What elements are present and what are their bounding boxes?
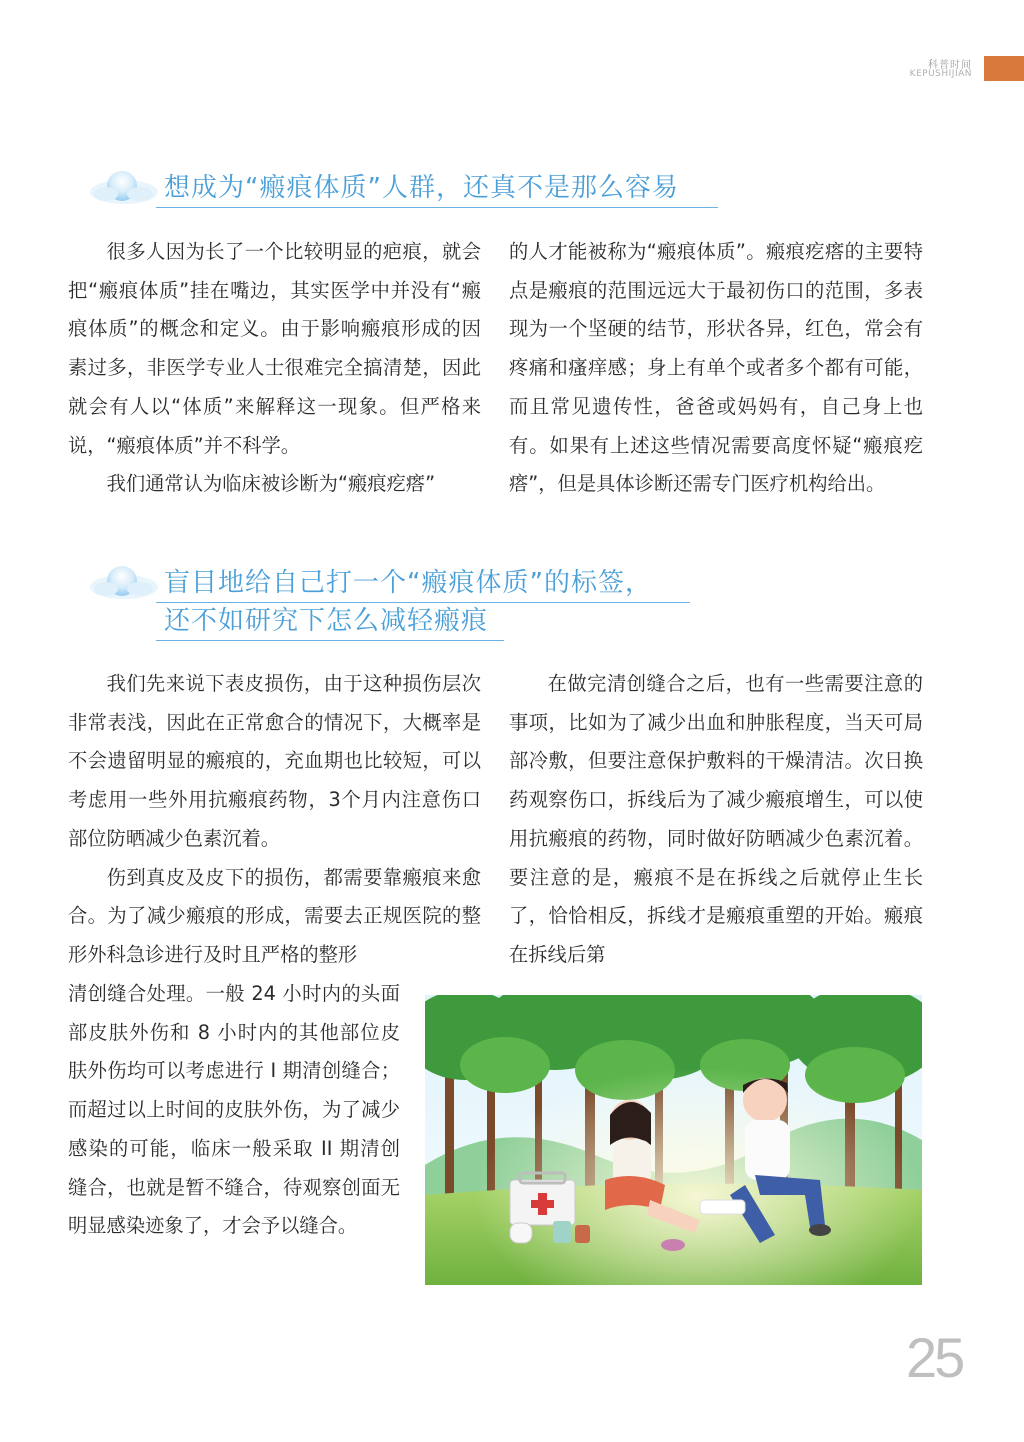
page-number: 25 xyxy=(906,1326,963,1389)
paragraph: 在做完清创缝合之后，也有一些需要注意的事项，比如为了减少出血和肿胀程度，当天可局部冷敷，但要注意保护敷料的干燥清洁。次日换药观察伤口，拆线后为了减少瘢痕增生，可以使用抗瘢痕的药物，同时做好防晒减少色素沉着。要注意的是，瘢痕不是在拆线之后就停止生长了，恰恰相反，拆线才是瘢痕重塑的开始。瘢痕在拆线后第 xyxy=(509,672,923,966)
paragraph: 很多人因为长了一个比较明显的疤痕，就会把“瘢痕体质”挂在嘴边，其实医学中并没有“瘢痕体质”的概念和定义。由于影响瘢痕形成的因素过多，非医学专业人士很难完全搞清楚，因此就会有人以“体质”来解释这一现象。但严格来说，“瘢痕体质”并不科学。 xyxy=(68,240,481,457)
paragraph: 我们先来说下表皮损伤，由于这种损伤层次非常表浅，因此在正常愈合的情况下，大概率是不会遗留明显的瘢痕的，充血期也比较短，可以考虑用一些外用抗瘢痕药物，3个月内注意伤口部位防晒减少色素沉着。 xyxy=(68,672,481,850)
section1-left-column xyxy=(68,233,481,504)
section-accent-bar xyxy=(984,56,1024,81)
section2-heading xyxy=(156,565,690,641)
cloud-icon xyxy=(88,563,160,603)
section2-heading-line2: 还不如研究下怎么减轻瘢痕 xyxy=(156,603,504,641)
section1-heading-text: 想成为“瘢痕体质”人群，还真不是那么容易 xyxy=(156,170,718,208)
first-aid-illustration xyxy=(425,995,922,1285)
section2-heading-line1: 盲目地给自己打一个“瘢痕体质”的标签， xyxy=(156,565,690,603)
section2-right-column xyxy=(509,665,923,975)
section2-left-column xyxy=(68,665,481,975)
paragraph: 我们通常认为临床被诊断为“瘢痕疙瘩” xyxy=(106,472,436,496)
cloud-icon xyxy=(88,168,160,208)
paragraph: 清创缝合处理。一般 24 小时内的头面部皮肤外伤和 8 小时内的其他部位皮肤外伤均可以考虑进行 I 期清创缝合；而超过以上时间的皮肤外伤，为了减少感染的可能，临床一般采取 II 期清创缝合，也就是暂不缝合，待观察创面无明显感染迹象了，才会予以缝合。 xyxy=(68,982,400,1238)
paragraph: 伤到真皮及皮下的损伤，都需要靠瘢痕来愈合。为了减少瘢痕的形成，需要去正规医院的整形外科急诊进行及时且严格的整形 xyxy=(68,865,481,966)
section2-left-wrap xyxy=(68,975,400,1246)
section1-right-column xyxy=(509,233,923,504)
paragraph: 的人才能被称为“瘢痕体质”。瘢痕疙瘩的主要特点是瘢痕的范围远远大于最初伤口的范围，多表现为一个坚硬的结节，形状各异，红色，常会有疼痛和瘙痒感；身上有单个或者多个都有可能，而且常见遗传性，爸爸或妈妈有，自己身上也有。如果有上述这些情况需要高度怀疑“瘢痕疙瘩”，但是具体诊断还需专门医疗机构给出。 xyxy=(509,240,923,496)
section-label-cn: 科普时间 xyxy=(928,60,972,71)
section-label-en: KEPUSHIJIAN xyxy=(909,69,972,79)
section1-heading xyxy=(156,170,718,208)
